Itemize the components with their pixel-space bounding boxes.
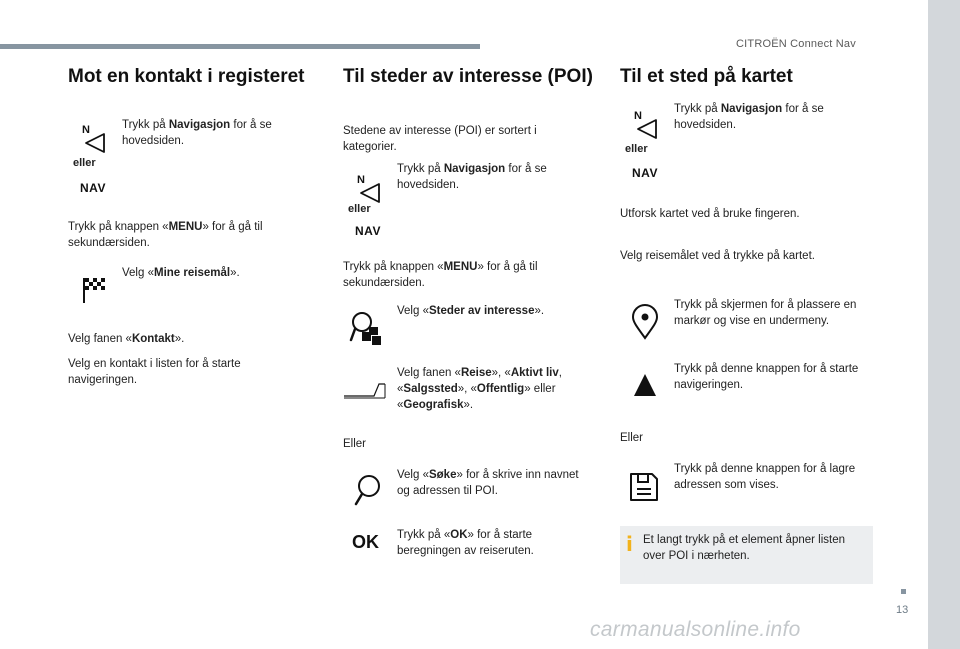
svg-text:N: N xyxy=(357,174,365,186)
watermark: carmanualsonline.info xyxy=(590,618,801,641)
col1-contact-paragraph: Velg en kontakt i listen for å starte navigeringen. xyxy=(68,358,241,386)
col2-title: Til steder av interesse (POI) xyxy=(343,66,593,87)
col2-or-label: Eller xyxy=(343,438,367,450)
page-edge-sidebar xyxy=(928,0,960,649)
info-icon: i xyxy=(626,532,633,556)
col2-step-search: Velg «Søke» for å skrive inn navnet og adressen til POI. xyxy=(397,469,579,497)
col2-menu-paragraph: Trykk på knappen «MENU» for å gå til sekundærsiden. xyxy=(343,261,538,289)
col1-step-navigation: Trykk på Navigasjon for å se hovedsiden. xyxy=(122,119,272,147)
col3-step-save: Trykk på denne knappen for å lagre adressen som vises. xyxy=(674,463,856,491)
page-marker xyxy=(901,589,906,594)
nav-button-label: NAV xyxy=(80,181,106,195)
nav-button-label: NAV xyxy=(632,166,658,180)
col1-title: Mot en kontakt i registeret xyxy=(68,66,305,87)
col3-select-paragraph: Velg reisemålet ved å trykke på kartet. xyxy=(620,250,815,262)
navigation-icon xyxy=(80,122,108,154)
col1-menu-paragraph: Trykk på knappen «MENU» for å gå til sekundærsiden. xyxy=(68,221,263,249)
page-number: 13 xyxy=(896,604,909,616)
col2-step-tabs: Velg fanen «Reise», «Aktivt liv, «Salgssted», «Offentlig» eller «Geografisk». xyxy=(397,367,562,411)
or-label: eller xyxy=(348,203,371,215)
col3-step-pin: Trykk på skjermen for å plassere en markør og vise en undermeny. xyxy=(674,299,857,327)
col2-step-ok: Trykk på «OK» for å starte beregningen av reiseruten. xyxy=(397,529,534,557)
col2-intro: Stedene av interesse (POI) er sortert i kategorier. xyxy=(343,125,537,153)
info-text: Et langt trykk på et element åpner listen over POI i nærheten. xyxy=(643,534,845,562)
col3-or-label: Eller xyxy=(620,432,644,444)
save-icon xyxy=(629,472,659,502)
tab-icon xyxy=(343,380,387,400)
col3-step-navigation: Trykk på Navigasjon for å se hovedsiden. xyxy=(674,103,824,131)
svg-text:N: N xyxy=(634,110,642,122)
col3-step-navigate: Trykk på denne knappen for å starte navigeringen. xyxy=(674,363,859,391)
header-accent-bar xyxy=(0,44,480,49)
start-navigation-icon xyxy=(632,372,658,398)
search-icon xyxy=(354,474,382,506)
col1-step-destinations: Velg «Mine reisemål». xyxy=(122,267,240,279)
brand-header: CITROËN Connect Nav xyxy=(736,38,856,50)
nav-button-label: NAV xyxy=(355,224,381,238)
col1-tab-paragraph: Velg fanen «Kontakt». xyxy=(68,333,185,345)
col3-explore-paragraph: Utforsk kartet ved å bruke fingeren. xyxy=(620,208,800,220)
col2-step-poi: Velg «Steder av interesse». xyxy=(397,305,545,317)
poi-search-icon xyxy=(350,310,384,346)
svg-text:N: N xyxy=(82,124,90,136)
checkered-flag-icon xyxy=(82,276,106,304)
or-label: eller xyxy=(73,157,96,169)
navigation-icon xyxy=(355,172,383,204)
col3-title: Til et sted på kartet xyxy=(620,66,793,87)
navigation-icon xyxy=(632,108,660,140)
or-label: eller xyxy=(625,143,648,155)
ok-button-label: OK xyxy=(352,532,379,552)
map-pin-icon xyxy=(630,305,660,339)
col2-step-navigation: Trykk på Navigasjon for å se hovedsiden. xyxy=(397,163,547,191)
